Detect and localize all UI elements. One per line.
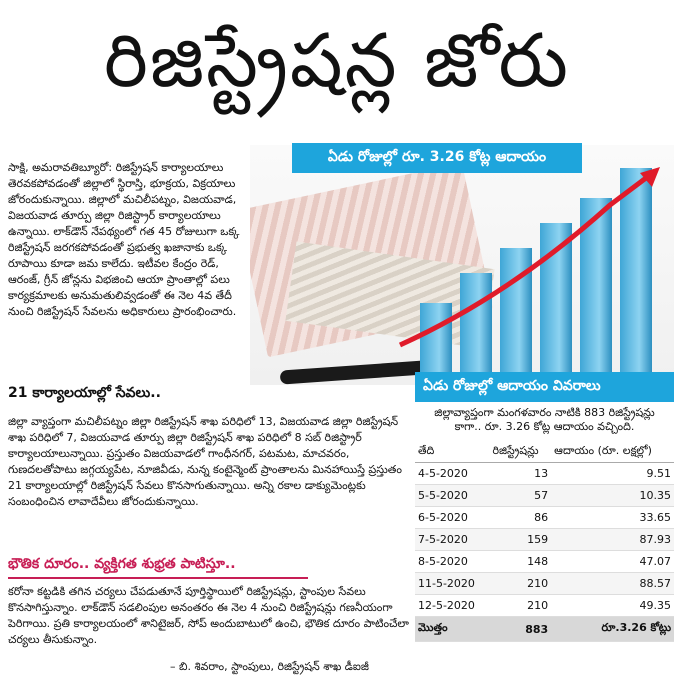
table-row xyxy=(415,551,674,573)
table-cell: 10.35 xyxy=(551,485,674,507)
table-cell: 7-5-2020 xyxy=(415,529,489,551)
article-paragraph: సాక్షి, అమరావతిబ్యూరో: రిజిస్ట్రేషన్ కార్యాలయాలు తెరవకపోవడంతో జిల్లాలో స్థిరాస్తి, భూక్రయ, విక్రయాలు జోరందుకున్నాయి. జిల్లాలో మచిలీపట్నం, విజయవాడ, విజయవాడ తూర్పు జిల్లా రిజిస్ట్రార్ కార్యాలయాలు ఉన్నాయి. లాక్‌డౌన్ నేపథ్యంలో గత 45 రోజులుగా ఒక్క రిజిస్ట్రేషన్ జరగకపోవడంతో ప్రభుత్వ ఖజానాకు ఒక్క రూపాయి కూడా జమ కాలేదు. ఇటీవల కేంద్రం రెడ్, ఆరంజ్, గ్రీన్ జోన్లను విభజించి ఆయా ప్రాంతాల్లో పలు కార్యక్రమాలకు అనుమతులివ్వడంతో ఈ నెల 4వ తేదీ నుంచి రిజిస్ట్రేషన్ సేవలను అధికారులు ప్రారంభించారు. xyxy=(8,161,240,318)
table-row xyxy=(415,529,674,551)
article-paragraph: కరోనా కట్టడికి తగిన చర్యలు చేపడుతూనే పూర్తిస్థాయిలో రిజిస్ట్రేషన్లు, స్టాంపుల సేవలు కొనసాగిస్తున్నాం. లాక్‌డౌన్ సడలింపుల అనంతరం ఈ నెల 4 నుంచి రిజిస్ట్రేషన్లు గణనీయంగా పెరిగాయి. ప్రతి కార్యాలయంలో శానిటైజర్, సోప్ అందుబాటులో ఉంచి, భౌతిక దూరం పాటించేలా చర్యలు తీసుకున్నాం. xyxy=(8,585,409,646)
table-row xyxy=(415,595,674,617)
table-cell: 148 xyxy=(489,551,551,573)
table-cell: 57 xyxy=(489,485,551,507)
table-cell: 4-5-2020 xyxy=(415,463,489,485)
revenue-table xyxy=(415,442,674,642)
table-cell: 86 xyxy=(489,507,551,529)
table-cell: 210 xyxy=(489,595,551,617)
column-header: రిజిస్ట్రేషన్లు xyxy=(489,442,551,463)
table-cell: 33.65 xyxy=(551,507,674,529)
table-cell: 210 xyxy=(489,573,551,595)
table-cell: 6-5-2020 xyxy=(415,507,489,529)
table-cell: మొత్తం xyxy=(415,617,489,642)
article-paragraph: జిల్లా వ్యాప్తంగా మచిలీపట్నం జిల్లా రిజిస్ట్రేషన్ శాఖ పరిధిలో 13, విజయవాడ జిల్లా రిజిస్ట్రేషన్ శాఖ పరిధిలో 7, విజయవాడ తూర్పు జిల్లా రిజిస్ట్రేషన్ శాఖ పరిధిలో 8 సబ్ రిజిస్ట్రార్ కార్యాలయాలున్నాయి. ప్రస్తుతం విజయవాడలో గాంధీనగర్, పటమట, మాచవరం, గుణదలతోపాటు జగ్గయ్యపేట, నూజివీడు, నున్న కంటైన్మెంట్ ప్రాంతాలను మినహాయిస్తే ప్రస్తుతం 21 కార్యాలయాల్లో రిజిస్ట్రేషన్ సేవలు కొనసాగుతున్నాయి. అన్ని రకాల డాక్యుమెంట్లకు సంబంధించిన లావాదేవీలు జోరందుకున్నాయి. xyxy=(8,415,402,508)
table-cell: 13 xyxy=(489,463,551,485)
subheading: 21 కార్యాలయాల్లో సేవలు.. xyxy=(8,385,161,401)
table-title: ఏడు రోజుల్లో ఆదాయం వివరాలు xyxy=(415,372,674,402)
table-cell: 11-5-2020 xyxy=(415,573,489,595)
table-note: జిల్లావ్యాప్తంగా మంగళవారం నాటికి 883 రిజిస్ట్రేషన్లు కాగా.. రూ. 3.26 కోట్ల ఆదాయం వచ్చింది. xyxy=(434,406,655,433)
table-row xyxy=(415,573,674,595)
table-cell: 8-5-2020 xyxy=(415,551,489,573)
growth-arrow-icon xyxy=(250,145,674,385)
article-lead xyxy=(8,160,248,320)
article-section xyxy=(8,414,418,510)
table-row xyxy=(415,463,674,485)
table-cell: 87.93 xyxy=(551,529,674,551)
table-cell: 883 xyxy=(489,617,551,642)
revenue-table-box xyxy=(415,372,674,699)
table-cell: 5-5-2020 xyxy=(415,485,489,507)
table-row xyxy=(415,507,674,529)
table-row xyxy=(415,485,674,507)
table-cell: 12-5-2020 xyxy=(415,595,489,617)
table-cell: 9.51 xyxy=(551,463,674,485)
table-cell: 159 xyxy=(489,529,551,551)
decorative-growth-chart-image xyxy=(250,145,674,385)
chart-banner: ఏడు రోజుల్లో రూ. 3.26 కోట్ల ఆదాయం xyxy=(292,143,582,173)
table-cell: 88.57 xyxy=(551,573,674,595)
table-total-row xyxy=(415,617,674,642)
article-section xyxy=(8,584,418,648)
table-cell: 49.35 xyxy=(551,595,674,617)
byline: – బి. శివరాం, స్టాంపులు, రిజిస్ట్రేషన్ శాఖ డీఐజీ xyxy=(170,660,369,673)
table-header-row xyxy=(415,442,674,463)
column-header: తేది xyxy=(415,442,489,463)
subheading: భౌతిక దూరం.. వ్యక్తిగత శుభ్రత పాటిస్తూ.. xyxy=(8,556,308,579)
table-cell: 47.07 xyxy=(551,551,674,573)
headline: రిజిస్ట్రేషన్ల జోరు xyxy=(104,18,570,104)
column-header: ఆదాయం (రూ. లక్షల్లో) xyxy=(551,442,674,463)
table-cell: రూ.3.26 కోట్లు xyxy=(551,617,674,642)
